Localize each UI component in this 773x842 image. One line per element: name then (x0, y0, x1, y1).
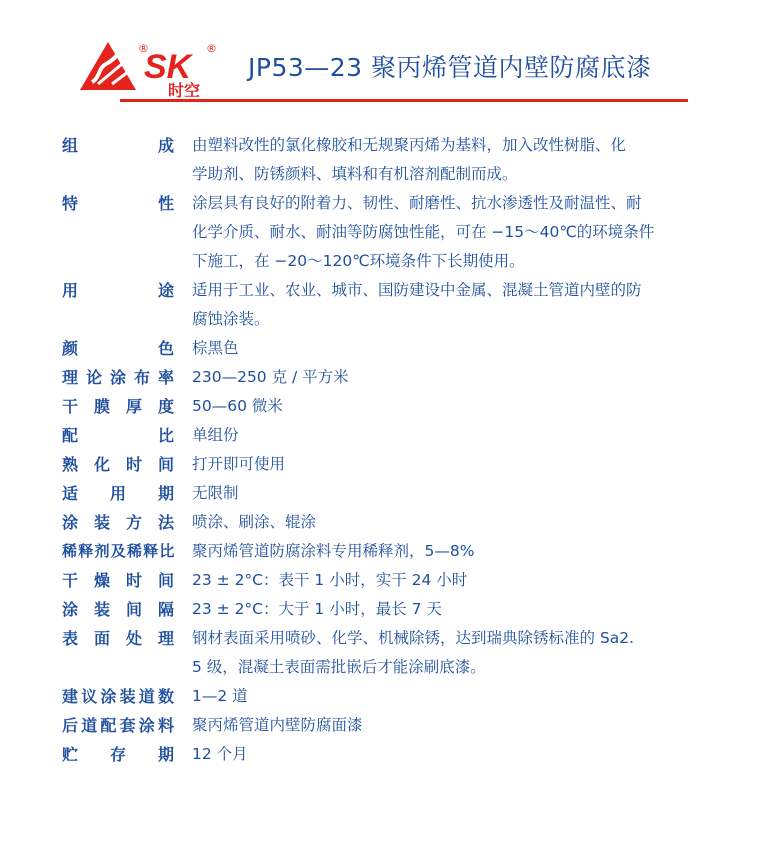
spec-row (62, 595, 702, 624)
spec-value-line: 12 个月 (192, 745, 248, 763)
spec-value-line: 23 ± 2°C：表干 1 小时，实干 24 小时 (192, 571, 468, 589)
spec-value-line: 单组份 (192, 426, 239, 444)
spec-label: 涂 装 方 法 (62, 513, 174, 532)
brand-logo-text: SK (144, 48, 192, 86)
spec-value (192, 450, 687, 479)
spec-row (62, 450, 702, 479)
spec-row (62, 508, 702, 537)
spec-row (62, 566, 702, 595)
spec-value-line: 无限制 (192, 484, 239, 502)
spec-value-line: 下施工，在 −20～120℃环境条件下长期使用。 (192, 252, 525, 270)
spec-value-line: 学助剂、防锈颜料、填料和有机溶剂配制而成。 (192, 165, 518, 183)
spec-label: 组 成 (62, 136, 174, 155)
spec-value (192, 740, 687, 769)
spec-list (62, 131, 702, 769)
spec-value-line: 聚丙烯管道防腐涂料专用稀释剂，5—8% (192, 542, 475, 560)
spec-label: 用 途 (62, 281, 174, 300)
spec-value (192, 508, 687, 537)
spec-value (192, 624, 687, 682)
spec-label: 熟 化 时 间 (62, 455, 174, 474)
document-header (0, 0, 773, 110)
spec-value-line: 涂层具有良好的附着力、韧性、耐磨性、抗水渗透性及耐温性、耐 (192, 194, 642, 212)
spec-value (192, 537, 687, 566)
spec-value (192, 711, 687, 740)
spec-label: 后 道 配 套 涂 料 (62, 716, 174, 735)
spec-row (62, 334, 702, 363)
spec-row (62, 682, 702, 711)
spec-label: 表 面 处 理 (62, 629, 174, 648)
brand-logo (78, 38, 228, 98)
spec-value (192, 682, 687, 711)
spec-value-line: 1—2 道 (192, 687, 248, 705)
spec-value-line: 由塑料改性的氯化橡胶和无规聚丙烯为基料，加入改性树脂、化 (192, 136, 627, 154)
spec-row (62, 131, 702, 189)
spec-label: 颜 色 (62, 339, 174, 358)
spec-value-line: 聚丙烯管道内壁防腐面漆 (192, 716, 363, 734)
spec-value (192, 363, 687, 392)
spec-label: 配 比 (62, 426, 174, 445)
spec-label: 理 论 涂 布 率 (62, 368, 174, 387)
spec-row (62, 392, 702, 421)
document-title: JP53—23 聚丙烯管道内壁防腐底漆 (248, 53, 652, 82)
spec-row (62, 421, 702, 450)
spec-value-line: 230—250 克 / 平方米 (192, 368, 349, 386)
spec-row (62, 624, 702, 682)
spec-label: 建 议 涂 装 道 数 (62, 687, 174, 706)
spec-value (192, 479, 687, 508)
spec-row (62, 537, 702, 566)
spec-row (62, 479, 702, 508)
spec-value (192, 131, 687, 189)
spec-value-line: 5 级，混凝土表面需批嵌后才能涂刷底漆。 (192, 658, 486, 676)
spec-value (192, 566, 687, 595)
title-divider (120, 99, 688, 102)
reg-mark-1: ® (138, 42, 149, 55)
spec-value (192, 421, 687, 450)
spec-row (62, 363, 702, 392)
reg-mark-2: ® (206, 42, 217, 55)
spec-value-line: 化学介质、耐水、耐油等防腐蚀性能，可在 −15～40℃的环境条件 (192, 223, 655, 241)
brand-chinese-name: 时空 (168, 81, 201, 98)
spec-row (62, 740, 702, 769)
spec-value-line: 50—60 微米 (192, 397, 283, 415)
spec-value-line: 棕黑色 (192, 339, 239, 357)
spec-label: 涂 装 间 隔 (62, 600, 174, 619)
spec-value (192, 189, 687, 276)
spec-row (62, 276, 702, 334)
spec-label: 干 燥 时 间 (62, 571, 174, 590)
spec-value-line: 打开即可使用 (192, 455, 286, 473)
spec-label: 适 用 期 (62, 484, 174, 503)
spec-value-line: 23 ± 2°C：大于 1 小时，最长 7 天 (192, 600, 442, 618)
spec-label: 稀 释 剂 及 稀 释 比 (62, 542, 174, 560)
spec-value-line: 钢材表面采用喷砂、化学、机械除锈，达到瑞典除锈标准的 Sa2. (192, 629, 635, 647)
spec-value-line: 喷涂、刷涂、辊涂 (192, 513, 317, 531)
spec-row (62, 189, 702, 276)
spec-label: 贮 存 期 (62, 745, 174, 764)
spec-value (192, 392, 687, 421)
spec-label: 干 膜 厚 度 (62, 397, 174, 416)
spec-value-line: 腐蚀涂装。 (192, 310, 270, 328)
spec-value (192, 276, 687, 334)
spec-row (62, 711, 702, 740)
spec-value (192, 595, 687, 624)
spec-label: 特 性 (62, 194, 174, 213)
spec-value (192, 334, 687, 363)
spec-value-line: 适用于工业、农业、城市、国防建设中金属、混凝土管道内壁的防 (192, 281, 642, 299)
